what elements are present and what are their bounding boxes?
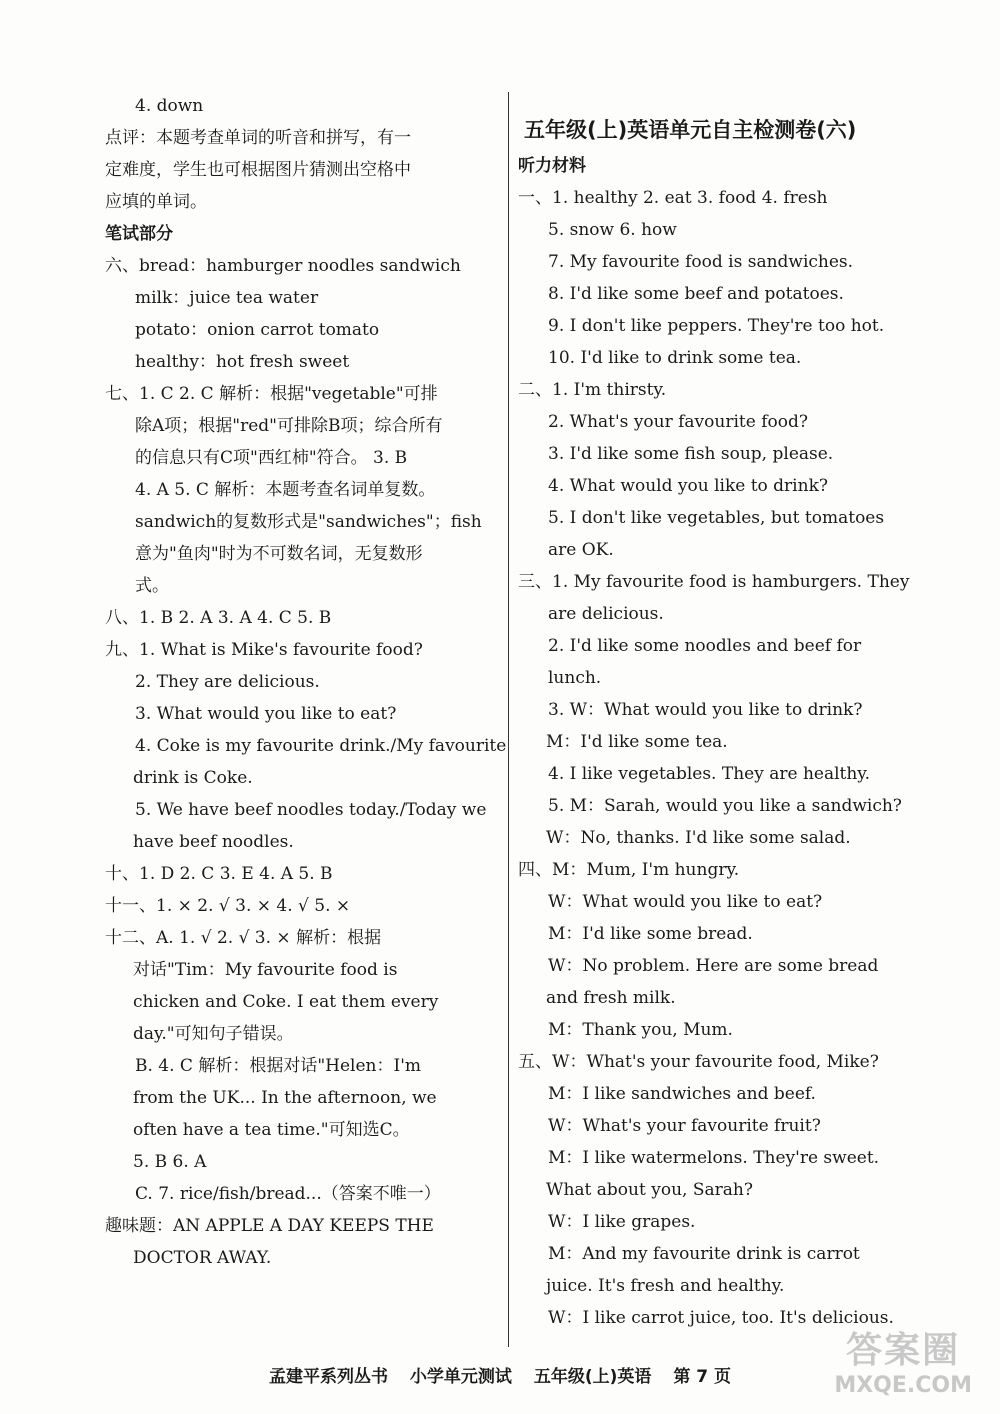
left-text-line: 除A项；根据"red"可排除B项；综合所有 <box>135 416 443 436</box>
right-text-line: are OK. <box>548 540 614 560</box>
right-text-line: 2. What's your favourite food? <box>548 412 808 432</box>
right-text-line: 5. M：Sarah, would you like a sandwich? <box>548 796 902 816</box>
left-text-line: 意为"鱼肉"时为不可数名词，无复数形 <box>135 544 423 564</box>
right-text-line: M：And my favourite drink is carrot <box>548 1244 860 1264</box>
left-text-line: 4. down <box>135 96 204 116</box>
watermark-logo <box>834 1322 972 1398</box>
left-text-line: milk：juice tea water <box>135 288 319 308</box>
right-text-line: M：I'd like some bread. <box>548 924 753 944</box>
right-text-line: W：I like carrot juice, too. It's delicious. <box>548 1308 894 1328</box>
left-text-line: 趣味题：AN APPLE A DAY KEEPS THE <box>105 1216 434 1236</box>
right-text-line: 听力材料 <box>518 156 586 176</box>
right-text-line: 8. I'd like some beef and potatoes. <box>548 284 844 304</box>
left-text-line: sandwich的复数形式是"sandwiches"；fish <box>135 512 482 532</box>
right-text-line: M：I like sandwiches and beef. <box>548 1084 816 1104</box>
right-text-line: W：I like grapes. <box>548 1212 696 1232</box>
column-divider <box>508 92 509 1347</box>
left-text-line: have beef noodles. <box>133 832 294 852</box>
right-text-line: 5. snow 6. how <box>548 220 677 240</box>
left-text-line: 九、1. What is Mike's favourite food? <box>105 640 423 660</box>
right-text-line: W：What would you like to eat? <box>548 892 823 912</box>
footer-series: 孟建平系列丛书 <box>269 1367 388 1387</box>
right-text-line: 5. I don't like vegetables, but tomatoes <box>548 508 885 528</box>
right-text-line: W：What's your favourite fruit? <box>548 1116 821 1136</box>
left-text-line: 十、1. D 2. C 3. E 4. A 5. B <box>105 864 333 884</box>
left-text-line: 六、bread：hamburger noodles sandwich <box>105 256 461 276</box>
right-text-line: M：Thank you, Mum. <box>548 1020 733 1040</box>
right-text-line: 二、1. I'm thirsty. <box>518 380 667 400</box>
right-text-line: are delicious. <box>548 604 664 624</box>
right-column <box>518 90 913 1334</box>
right-text-line: 4. I like vegetables. They are healthy. <box>548 764 871 784</box>
left-text-line: C. 7. rice/fish/bread...（答案不唯一） <box>135 1184 441 1204</box>
right-text-line: 3. I'd like some fish soup, please. <box>548 444 834 464</box>
left-text-line: day."可知句子错误。 <box>133 1024 294 1044</box>
right-text-line: juice. It's fresh and healthy. <box>546 1276 785 1296</box>
footer-page-number: 第 7 页 <box>673 1367 731 1387</box>
right-text-line: 10. I'd like to drink some tea. <box>548 348 802 368</box>
left-text-line: 4. Coke is my favourite drink./My favourite <box>135 736 507 756</box>
right-text-line: 五、W：What's your favourite food, Mike? <box>518 1052 879 1072</box>
left-text-line: 点评：本题考查单词的听音和拼写，有一 <box>105 128 411 148</box>
left-text-line: drink is Coke. <box>133 768 253 788</box>
left-text-line: 笔试部分 <box>105 224 173 244</box>
footer-book: 小学单元测试 <box>409 1367 512 1387</box>
left-text-line: DOCTOR AWAY. <box>133 1248 272 1268</box>
left-text-line: 式。 <box>135 576 169 596</box>
right-text-line: M：I'd like some tea. <box>546 732 728 752</box>
left-text-line: 3. What would you like to eat? <box>135 704 397 724</box>
right-text-line: 3. W：What would you like to drink? <box>548 700 863 720</box>
right-text-line: and fresh milk. <box>546 988 676 1008</box>
left-text-line: often have a tea time."可知选C。 <box>133 1120 410 1140</box>
left-text-line: 八、1. B 2. A 3. A 4. C 5. B <box>105 608 332 628</box>
left-text-line: potato：onion carrot tomato <box>135 320 380 340</box>
left-text-line: 的信息只有C项"西红柿"符合。 3. B <box>135 448 408 468</box>
left-text-line: 七、1. C 2. C 解析：根据"vegetable"可排 <box>105 384 438 404</box>
right-text-line: What about you, Sarah? <box>546 1180 753 1200</box>
footer-grade: 五年级(上)英语 <box>533 1367 652 1387</box>
right-text-line: 7. My favourite food is sandwiches. <box>548 252 854 272</box>
left-text-line: 2. They are delicious. <box>135 672 320 692</box>
test-title: 五年级(上)英语单元自主检测卷(六) <box>524 118 857 142</box>
left-text-line: 对话"Tim：My favourite food is <box>133 960 398 980</box>
right-text-line: 一、1. healthy 2. eat 3. food 4. fresh <box>518 188 828 208</box>
right-text-line: lunch. <box>548 668 602 688</box>
left-text-line: healthy：hot fresh sweet <box>135 352 350 372</box>
right-text-line: 2. I'd like some noodles and beef for <box>548 636 862 656</box>
left-column <box>105 90 507 1274</box>
right-text-line: W：No, thanks. I'd like some salad. <box>546 828 851 848</box>
left-text-line: B. 4. C 解析：根据对话"Helen：I'm <box>135 1056 421 1076</box>
left-text-line: 定难度，学生也可根据图片猜测出空格中 <box>105 160 411 180</box>
left-text-line: chicken and Coke. I eat them every <box>133 992 439 1012</box>
right-text-line: 9. I don't like peppers. They're too hot. <box>548 316 885 336</box>
left-text-line: 十一、1. × 2. √ 3. × 4. √ 5. × <box>105 896 351 916</box>
watermark-url: MXQE.COM <box>834 1373 972 1398</box>
left-text-line: 5. B 6. A <box>133 1152 207 1172</box>
watermark-text: 答案圈 <box>846 1330 961 1371</box>
left-text-line: from the UK... In the afternoon, we <box>133 1088 437 1108</box>
left-text-line: 4. A 5. C 解析：本题考查名词单复数。 <box>135 480 436 500</box>
right-text-line: 四、M：Mum, I'm hungry. <box>518 860 740 880</box>
right-text-line: M：I like watermelons. They're sweet. <box>548 1148 880 1168</box>
left-text-line: 应填的单词。 <box>105 192 207 212</box>
right-text-line: 4. What would you like to drink? <box>548 476 828 496</box>
right-text-line: W：No problem. Here are some bread <box>548 956 879 976</box>
left-text-line: 十二、A. 1. √ 2. √ 3. × 解析：根据 <box>105 928 382 948</box>
left-text-line: 5. We have beef noodles today./Today we <box>135 800 487 820</box>
right-text-line: 三、1. My favourite food is hamburgers. They <box>518 572 910 592</box>
